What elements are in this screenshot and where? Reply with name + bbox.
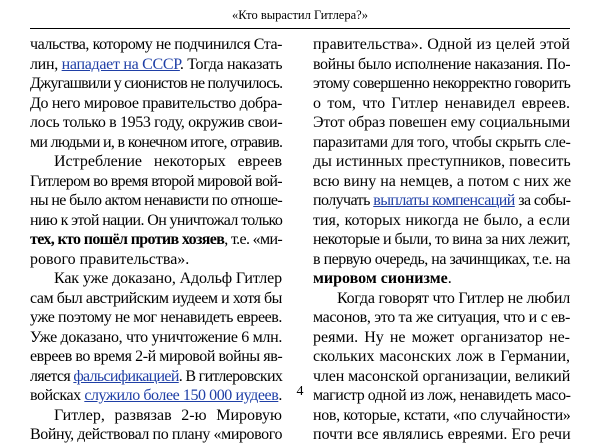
text-run: за собы-	[514, 192, 571, 209]
text-run: сам был австрийским иудеем и хотя бы	[30, 289, 282, 307]
text-run: скольких масонских лож в Германии,	[313, 348, 570, 365]
text-run: член масонской организации, великий	[313, 367, 571, 385]
page-number: 4	[296, 384, 304, 399]
text-line	[30, 172, 282, 192]
text-line	[313, 35, 570, 55]
text-run: .	[278, 387, 282, 404]
text-run: . В гитлеровских	[178, 367, 283, 385]
hyperlink[interactable]: фальсификацией	[73, 367, 179, 385]
text-run: ми людьми и, в конечном итоге, отравив.	[30, 133, 283, 151]
text-line	[30, 230, 282, 250]
text-run: Уже доказано, что уничтожение 6 млн.	[30, 328, 282, 346]
text-run: лось только в 1953 году, окружив свои-	[30, 114, 283, 131]
text-run: , т.е. «ми-	[224, 231, 283, 248]
text-line	[313, 74, 570, 94]
text-run: Когда говорят что Гитлер не любил	[337, 289, 570, 307]
text-run: нов, которые, кстати, «по случайности»	[313, 406, 571, 424]
text-run: тия, которых никогда не было, а если	[313, 211, 570, 229]
text-line	[30, 152, 282, 172]
text-line	[313, 94, 570, 114]
bold-text: тех, кто пошёл против хозяев	[30, 231, 225, 248]
text-run: Джугашвили у сионистов не получилось.	[30, 75, 283, 92]
text-run: паразитами для того, чтобы скрыть сле-	[313, 133, 571, 151]
text-line	[30, 191, 282, 211]
text-line	[313, 406, 570, 426]
text-run: войсках	[30, 387, 85, 404]
text-line	[30, 289, 282, 309]
text-run: магистр одной из лож, ненавидеть масо-	[313, 387, 571, 404]
text-run: чальства, которому не подчинился Ста-	[30, 36, 282, 53]
text-line	[30, 347, 282, 367]
text-run: нию к этой нации. Он уничтожал только	[30, 211, 283, 229]
hyperlink[interactable]: нападает на СССР	[61, 55, 180, 73]
text-line	[30, 250, 282, 270]
text-line	[313, 191, 570, 211]
text-line	[313, 289, 570, 309]
text-line	[313, 250, 570, 270]
text-run: в первую очередь, на зачинщиках, т.е. на	[313, 250, 570, 268]
text-line	[313, 347, 570, 367]
text-run: масонов, это та же ситуация, что и с ев-	[313, 309, 570, 326]
text-run: Этот образ повешен ему социальными	[313, 114, 570, 131]
text-run: До него мировое правительство добра-	[30, 94, 282, 112]
text-run: ны не было актом ненависти по отноше-	[30, 192, 282, 209]
text-run: евреев во время 2-й мировой войны яв-	[30, 348, 283, 365]
text-line	[30, 269, 282, 289]
bold-text: мировом сионизме	[313, 270, 448, 287]
text-line	[313, 230, 570, 250]
text-line	[313, 328, 570, 348]
text-run: получать	[313, 192, 374, 209]
text-run: Гитлер, развязав 2-ю Мировую	[54, 406, 282, 424]
text-run: Как уже доказано, Адольф Гитлер	[54, 270, 282, 287]
text-line	[30, 211, 282, 231]
text-line	[30, 328, 282, 348]
text-line	[30, 425, 282, 445]
text-run: почти все являлись евреями. Его речи	[313, 426, 571, 443]
text-line	[30, 308, 282, 328]
text-line	[313, 55, 570, 75]
text-line	[30, 113, 282, 133]
running-header: «Кто вырастил Гитлера?»	[232, 8, 368, 22]
text-line	[313, 133, 570, 153]
text-line	[313, 269, 570, 289]
text-run: лин,	[30, 55, 62, 73]
text-line	[313, 425, 570, 445]
text-run: . Тогда наказать	[179, 55, 283, 73]
text-run: ды истинных преступников, повесить	[313, 153, 571, 170]
header-rule	[30, 28, 570, 29]
text-line	[313, 211, 570, 231]
text-run: всю вину на немцев, а потом с них же	[313, 172, 572, 190]
text-line	[30, 74, 282, 94]
text-run: рового правительства».	[30, 250, 190, 268]
text-run: ляется	[30, 367, 74, 385]
hyperlink[interactable]: служило более 150 000 иудеев	[84, 387, 279, 404]
text-run: войны было исполнение наказания. По-	[313, 55, 571, 73]
text-run: уже поэтому не мог ненавидеть евреев.	[30, 309, 282, 326]
text-run: некоторые и были, то вина за них лежит,	[313, 231, 570, 248]
text-run: правительства». Одной из целей этой	[313, 36, 570, 53]
text-run: этому совершенно некорректно говорить	[313, 75, 571, 92]
text-line	[313, 172, 570, 192]
text-run: Гитлером во время второй мировой вой-	[30, 172, 282, 190]
text-line	[30, 133, 282, 153]
text-line	[30, 406, 282, 426]
text-run: Истребление некоторых евреев	[54, 153, 282, 170]
text-line	[313, 308, 570, 328]
text-run: реями. Ну не может организатор не-	[313, 328, 570, 346]
text-line	[313, 113, 570, 133]
text-line	[313, 152, 570, 172]
text-run: Войну, действовал по плану «мирового	[30, 426, 283, 443]
hyperlink[interactable]: выплаты компенсаций	[373, 192, 515, 209]
text-line	[30, 35, 282, 55]
text-run: .	[447, 270, 452, 287]
text-line	[30, 94, 282, 114]
text-line	[30, 55, 282, 75]
text-run: о том, что Гитлер ненавидел евреев.	[313, 94, 570, 112]
